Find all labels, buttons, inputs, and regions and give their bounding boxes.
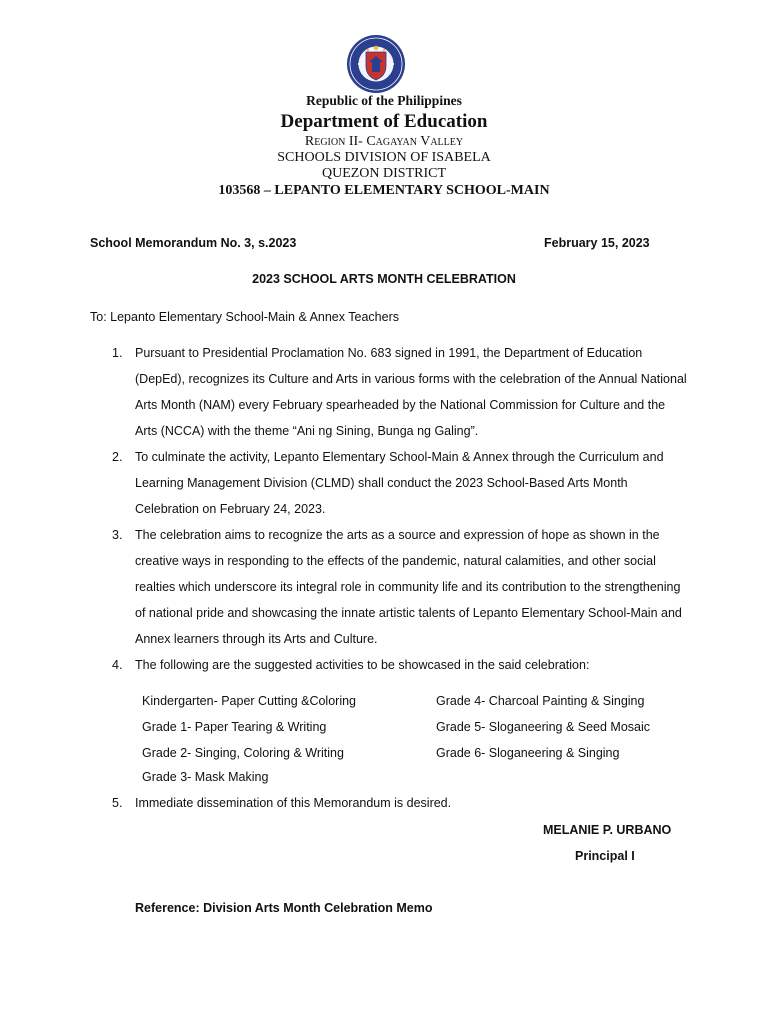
signatory-position: Principal I [575,849,635,863]
activity-grade-4: Grade 4- Charcoal Painting & Singing [436,694,645,708]
signatory-name: MELANIE P. URBANO [543,823,672,837]
item-text: To culminate the activity, Lepanto Elementary School-Main & Annex through the Curriculum and Learning Management Division (CLMD) shall conduct the 2023 School-Based Arts Month Celebration on February 24, 2023. [135,450,664,516]
list-item [112,652,692,678]
item-text: The following are the suggested activities to be showcased in the said celebration: [135,658,590,672]
item-number: 5. [112,796,123,810]
item-number: 4. [112,658,123,672]
activity-grade-2: Grade 2- Singing, Coloring & Writing [142,746,344,760]
activity-grade-5: Grade 5- Sloganeering & Seed Mosaic [436,720,651,734]
activity-kindergarten: Kindergarten- Paper Cutting &Coloring [142,694,357,708]
item-number: 2. [112,450,123,464]
deped-seal-logo [346,34,406,94]
activity-grade-3: Grade 3- Mask Making [142,770,269,784]
region-line: Region II- Cagayan Valley [304,134,464,149]
memo-number: School Memorandum No. 3, s.2023 [90,236,297,250]
division-line: SCHOOLS DIVISION OF ISABELA [277,150,491,165]
district-line: QUEZON DISTRICT [321,166,447,181]
activity-grade-1: Grade 1- Paper Tearing & Writing [142,720,327,734]
republic-line: Republic of the Philippines [306,93,462,108]
item-text: Immediate dissemination of this Memorandum is desired. [135,796,452,810]
item-number: 1. [112,346,123,360]
activity-grade-6: Grade 6- Sloganeering & Singing [436,746,620,760]
school-line: 103568 – LEPANTO ELEMENTARY SCHOOL-MAIN [218,183,550,198]
list-item [112,444,692,522]
item-text: Pursuant to Presidential Proclamation No. 683 signed in 1991, the Department of Education (DepEd), recognizes its Culture and Arts in various forms with the celebration of the Annual National Arts Month (NAM) every February spearheaded by the National Commission for Culture and the Arts (NCCA) with the theme “Ani ng Sining, Bunga ng Galing”. [135,346,687,438]
department-title: Department of Education [280,111,488,132]
reference-note: Reference: Division Arts Month Celebration Memo [135,901,433,915]
memo-title: 2023 SCHOOL ARTS MONTH CELEBRATION [252,272,516,286]
list-item [112,340,692,444]
item-number: 3. [112,528,123,542]
memo-recipient: To: Lepanto Elementary School-Main & Annex Teachers [90,310,399,324]
item-text: The celebration aims to recognize the arts as a source and expression of hope as shown in the creative ways in responding to the effects of the pandemic, natural calamities, and other social realties which underscore its integral role in community life and its contribution to the strengthening of national pride and showcasing the innate artistic talents of Lepanto Elementary School-Main and Annex learners through its Arts and Culture. [135,528,682,646]
list-item [112,790,692,816]
list-item [112,522,692,652]
memo-date: February 15, 2023 [544,236,650,250]
